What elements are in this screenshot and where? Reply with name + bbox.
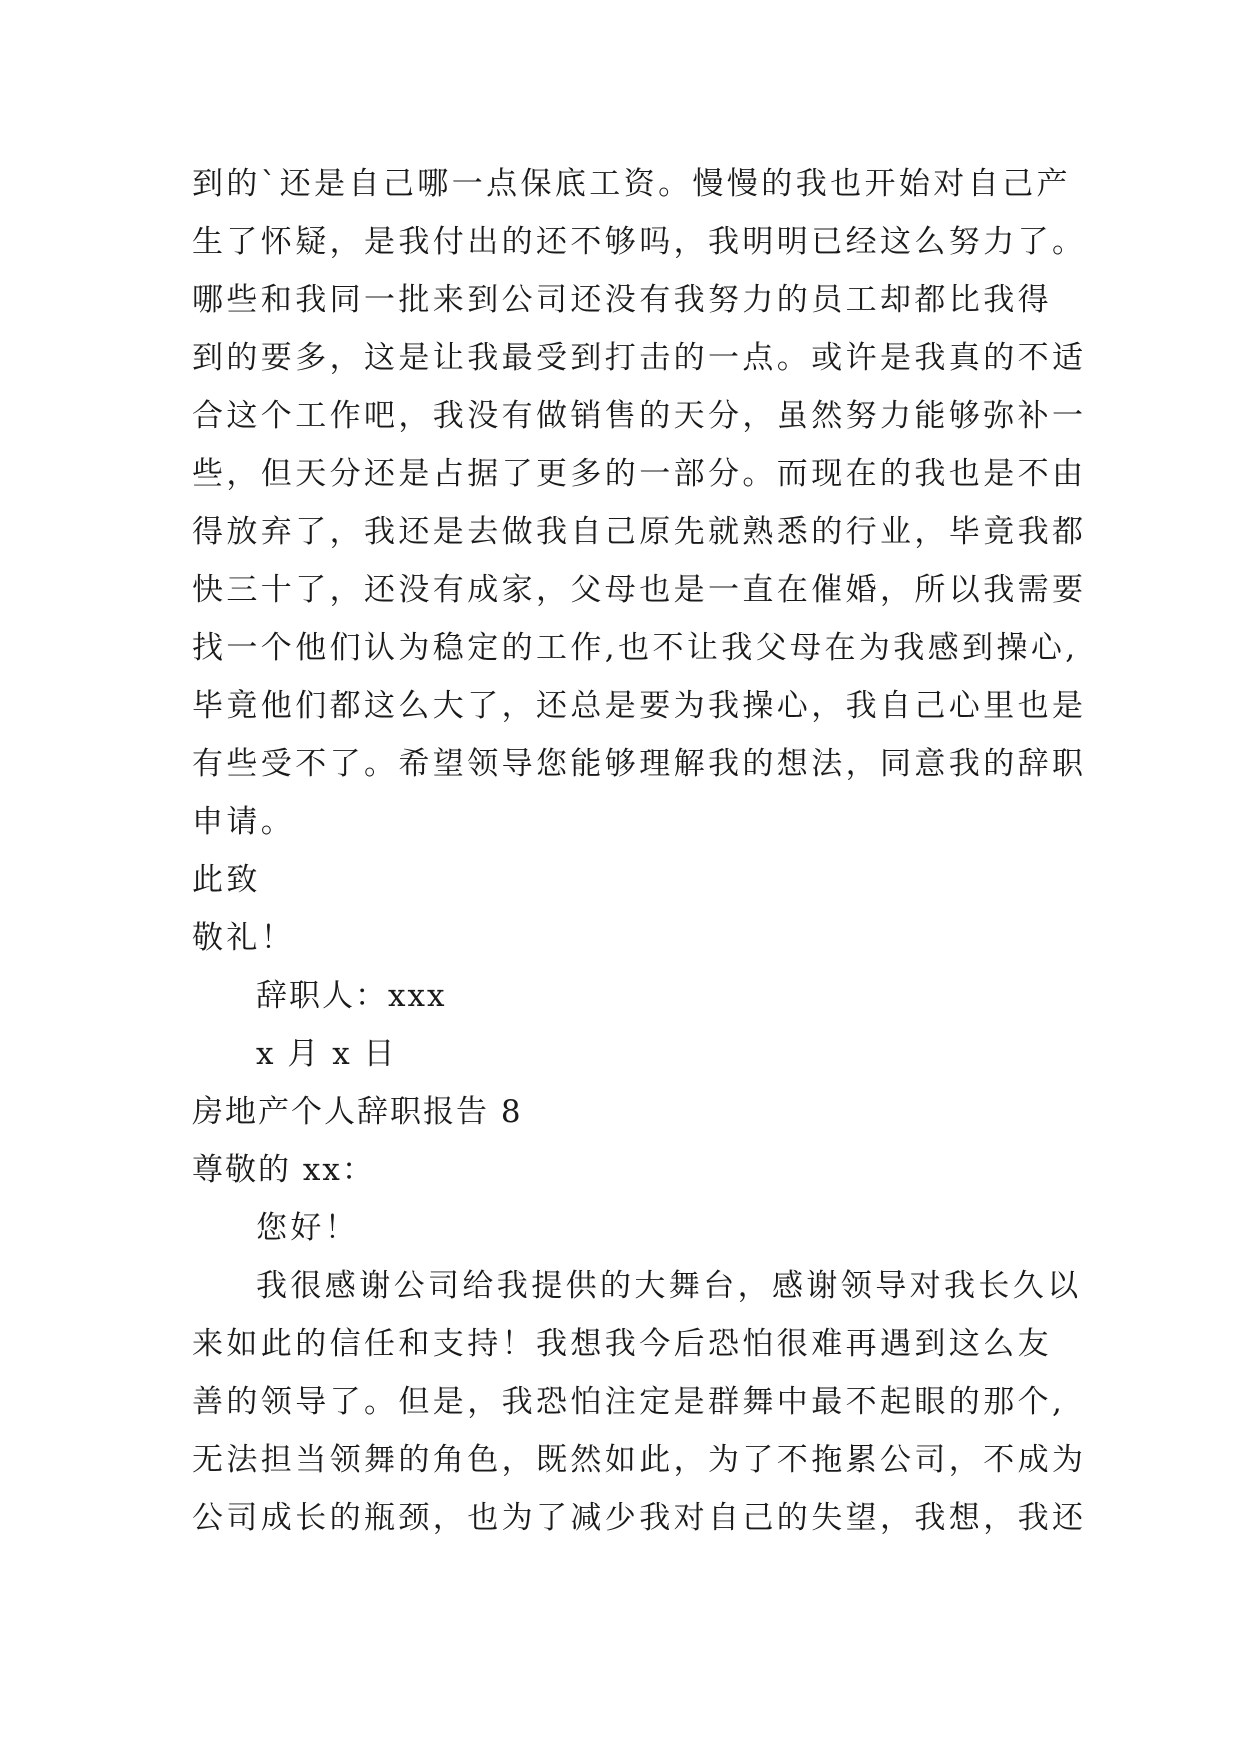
body-line: 生了怀疑，是我付出的还不够吗，我明明已经这么努力了。: [192, 224, 1087, 260]
body-line: 得放弃了，我还是去做我自己原先就熟悉的行业，毕竟我都: [192, 514, 1087, 550]
body-line: 公司成长的瓶颈，也为了减少我对自己的失望，我想，我还: [192, 1500, 1087, 1536]
body-line: 善的领导了。但是，我恐怕注定是群舞中最不起眼的那个,: [192, 1384, 1066, 1420]
body-line: 哪些和我同一批来到公司还没有我努力的员工却都比我得: [192, 282, 1052, 318]
salutation: 尊敬的 xx：: [192, 1152, 375, 1188]
body-line: 快三十了，还没有成家，父母也是一直在催婚，所以我需要: [192, 572, 1087, 608]
body-line: 到的`还是自己哪一点保底工资。慢慢的我也开始对自己产: [192, 166, 1071, 202]
body-line: 毕竟他们都这么大了，还总是要为我操心，我自己心里也是: [192, 688, 1087, 724]
body-line: 来如此的信任和支持！我想我今后恐怕很难再遇到这么友: [192, 1326, 1052, 1362]
body-line: 合这个工作吧，我没有做销售的天分，虽然努力能够弥补一: [192, 398, 1087, 434]
signature-name: 辞职人：xxx: [256, 978, 447, 1014]
body-line: 申请。: [192, 804, 296, 840]
greeting: 您好！: [256, 1210, 360, 1246]
body-line: 找一个他们认为稳定的工作,也不让我父母在为我感到操心,: [192, 630, 1079, 666]
section-title: 房地产个人辞职报告 8: [192, 1094, 523, 1130]
closing-line: 敬礼！: [192, 920, 296, 956]
body-line: 无法担当领舞的角色，既然如此，为了不拖累公司，不成为: [192, 1442, 1087, 1478]
body-line: 些，但天分还是占据了更多的一部分。而现在的我也是不由: [192, 456, 1087, 492]
closing-line: 此致: [192, 862, 261, 898]
body-line: 我很感谢公司给我提供的大舞台，感谢领导对我长久以: [256, 1268, 1082, 1304]
body-line: 有些受不了。希望领导您能够理解我的想法，同意我的辞职: [192, 746, 1087, 782]
body-line: 到的要多，这是让我最受到打击的一点。或许是我真的不适: [192, 340, 1087, 376]
signature-date: x 月 x 日: [256, 1036, 397, 1072]
